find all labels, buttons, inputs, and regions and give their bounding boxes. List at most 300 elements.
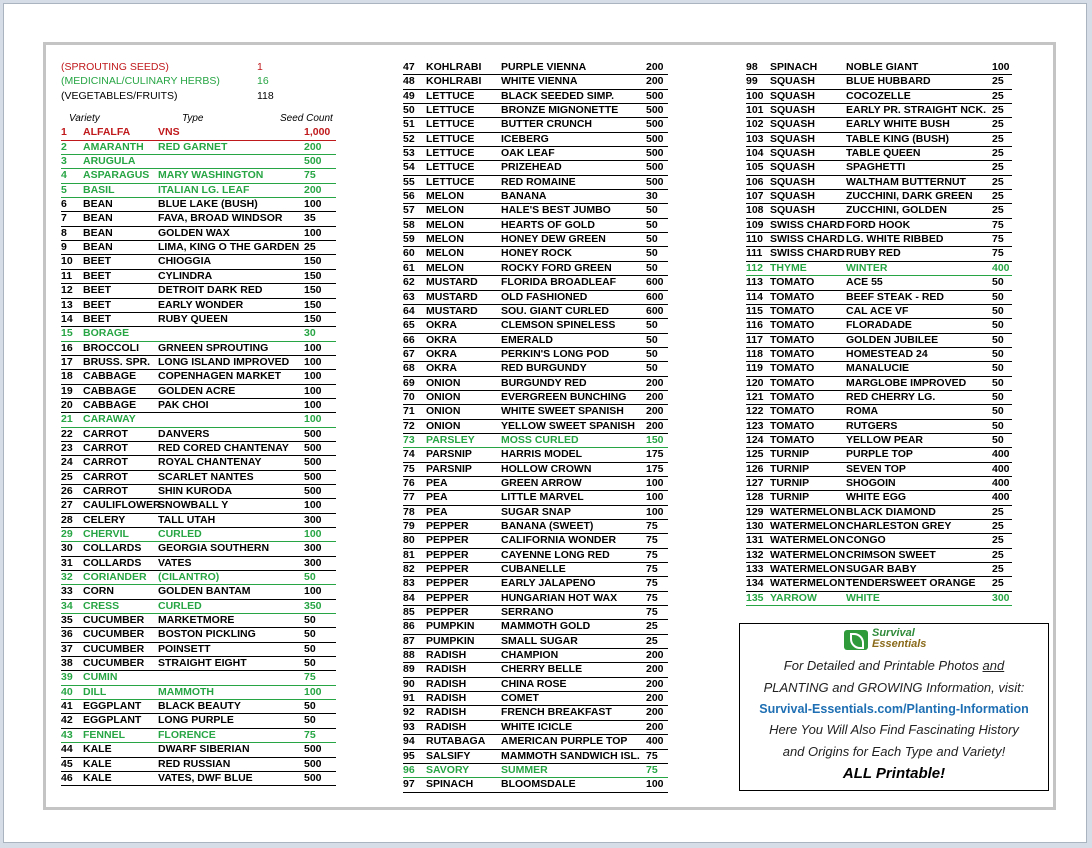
seed-variety: MUSTARD bbox=[426, 304, 478, 317]
seed-variety: RUTABAGA bbox=[426, 735, 486, 748]
seed-number: 108 bbox=[746, 204, 764, 217]
seed-count: 100 bbox=[304, 413, 322, 426]
seed-number: 28 bbox=[61, 513, 73, 526]
seed-number: 11 bbox=[61, 269, 73, 282]
seed-row bbox=[746, 420, 1012, 434]
seed-type: TALL UTAH bbox=[158, 513, 216, 526]
seed-count: 500 bbox=[646, 147, 664, 160]
seed-number: 106 bbox=[746, 175, 764, 188]
seed-number: 53 bbox=[403, 147, 415, 160]
seed-row bbox=[61, 399, 336, 413]
seed-number: 22 bbox=[61, 427, 73, 440]
seed-row bbox=[403, 219, 668, 233]
info-box bbox=[739, 623, 1049, 791]
seed-row bbox=[61, 714, 336, 728]
seed-row bbox=[403, 663, 668, 677]
seed-row bbox=[403, 577, 668, 591]
seed-variety: SQUASH bbox=[770, 147, 815, 160]
seed-number: 1 bbox=[61, 126, 67, 139]
seed-number: 7 bbox=[61, 212, 67, 225]
seed-type: RED CORED CHANTENAY bbox=[158, 441, 289, 454]
seed-type: EMERALD bbox=[501, 333, 553, 346]
seed-variety: BEAN bbox=[83, 226, 113, 239]
seed-variety: TURNIP bbox=[770, 491, 810, 504]
seed-variety: SWISS CHARD bbox=[770, 218, 845, 231]
seed-number: 32 bbox=[61, 571, 73, 584]
seed-type: CHARLESTON GREY bbox=[846, 520, 952, 532]
seed-type: POINSETT bbox=[158, 642, 211, 655]
seed-type: YELLOW SWEET SPANISH bbox=[501, 419, 635, 432]
seed-variety: PEPPER bbox=[426, 534, 469, 547]
seed-variety: TOMATO bbox=[770, 419, 815, 432]
seed-type: TABLE KING (BUSH) bbox=[846, 132, 950, 145]
seed-type: RED ROMAINE bbox=[501, 175, 576, 188]
seed-number: 25 bbox=[61, 470, 73, 483]
seed-count: 50 bbox=[646, 204, 658, 217]
seed-variety: CUCUMBER bbox=[83, 642, 145, 655]
seed-count: 200 bbox=[646, 390, 664, 403]
seed-number: 44 bbox=[61, 743, 73, 756]
seed-number: 70 bbox=[403, 390, 415, 403]
seed-row bbox=[403, 534, 668, 548]
seed-type: OAK LEAF bbox=[501, 147, 555, 160]
seed-variety: WATERMELON bbox=[770, 563, 846, 576]
seed-variety: PARSNIP bbox=[426, 462, 472, 475]
seed-row bbox=[403, 204, 668, 218]
seed-type: BEEF STEAK - RED bbox=[846, 290, 945, 303]
seed-count: 50 bbox=[646, 218, 658, 231]
seed-type: HUNGARIAN HOT WAX bbox=[501, 591, 618, 604]
seed-number: 125 bbox=[746, 448, 764, 461]
seed-number: 132 bbox=[746, 548, 764, 561]
seed-count: 500 bbox=[646, 104, 664, 117]
seed-count: 500 bbox=[304, 456, 322, 469]
seed-count: 400 bbox=[992, 261, 1010, 274]
seed-count: 200 bbox=[646, 405, 664, 418]
seed-count: 50 bbox=[992, 276, 1004, 289]
column-3 bbox=[746, 61, 1012, 606]
seed-variety: TOMATO bbox=[770, 376, 815, 389]
seed-row bbox=[746, 61, 1012, 75]
seed-variety: TOMATO bbox=[770, 304, 815, 317]
info-line-1-text: For Detailed and Printable Photos bbox=[783, 658, 983, 673]
seed-variety: MELON bbox=[426, 190, 464, 203]
seed-count: 25 bbox=[992, 89, 1004, 102]
seed-row bbox=[403, 405, 668, 419]
seed-variety: SQUASH bbox=[770, 118, 815, 131]
info-line-4: and Origins for Each Type and Variety! bbox=[782, 744, 1006, 759]
seed-number: 42 bbox=[61, 714, 73, 727]
seed-count: 100 bbox=[646, 505, 664, 518]
seed-count: 200 bbox=[646, 419, 664, 432]
seed-rows-2 bbox=[403, 61, 668, 793]
seed-type: PAK CHOI bbox=[158, 398, 209, 411]
seed-number: 39 bbox=[61, 671, 73, 684]
seed-number: 20 bbox=[61, 398, 73, 411]
seed-row bbox=[403, 305, 668, 319]
seed-variety: ASPARAGUS bbox=[83, 169, 150, 182]
seed-type: RUBY RED bbox=[846, 247, 901, 260]
seed-count: 75 bbox=[646, 749, 658, 762]
seed-row bbox=[403, 463, 668, 477]
document-page bbox=[3, 3, 1087, 843]
seed-type: MAMMOTH SANDWICH ISL. bbox=[501, 749, 640, 762]
seed-variety: PARSNIP bbox=[426, 448, 472, 461]
seed-variety: CABBAGE bbox=[83, 370, 137, 383]
seed-row bbox=[403, 735, 668, 749]
seed-variety: TURNIP bbox=[770, 448, 810, 461]
seed-count: 25 bbox=[992, 505, 1004, 518]
seed-type: COCOZELLE bbox=[846, 89, 911, 102]
seed-number: 23 bbox=[61, 441, 73, 454]
seed-variety: BASIL bbox=[83, 183, 115, 196]
seed-row bbox=[746, 204, 1012, 218]
seed-type: FAVA, BROAD WINDSOR bbox=[158, 212, 283, 225]
seed-row bbox=[61, 671, 336, 685]
seed-count: 200 bbox=[646, 692, 664, 705]
seed-type: MAMMOTH bbox=[158, 685, 214, 698]
seed-number: 74 bbox=[403, 448, 415, 461]
seed-number: 8 bbox=[61, 226, 67, 239]
seed-type: COMET bbox=[501, 692, 539, 705]
seed-count: 600 bbox=[646, 290, 664, 303]
seed-row bbox=[746, 233, 1012, 247]
seed-row bbox=[746, 276, 1012, 290]
seed-number: 24 bbox=[61, 456, 73, 469]
seed-count: 50 bbox=[992, 362, 1004, 375]
seed-number: 6 bbox=[61, 198, 67, 211]
seed-row bbox=[746, 448, 1012, 462]
seed-count: 400 bbox=[646, 735, 664, 748]
seed-count: 50 bbox=[304, 642, 316, 655]
seed-row bbox=[61, 528, 336, 542]
seed-variety: MELON bbox=[426, 233, 464, 246]
seed-row bbox=[746, 190, 1012, 204]
seed-row bbox=[61, 428, 336, 442]
seed-number: 75 bbox=[403, 462, 415, 475]
seed-variety: BEET bbox=[83, 255, 112, 268]
seed-row bbox=[746, 334, 1012, 348]
seed-variety: LETTUCE bbox=[426, 147, 475, 160]
seed-count: 50 bbox=[646, 333, 658, 346]
seed-count: 300 bbox=[304, 542, 322, 555]
seed-type: LITTLE MARVEL bbox=[501, 491, 584, 504]
seed-type: SHIN KURODA bbox=[158, 484, 233, 497]
seed-number: 113 bbox=[746, 276, 763, 289]
seed-number: 16 bbox=[61, 341, 73, 354]
seed-number: 81 bbox=[403, 548, 415, 561]
seed-row bbox=[403, 104, 668, 118]
seed-number: 45 bbox=[61, 757, 73, 770]
seed-row bbox=[61, 729, 336, 743]
seed-variety: TURNIP bbox=[770, 462, 810, 475]
seed-variety: SQUASH bbox=[770, 190, 815, 203]
seed-variety: SQUASH bbox=[770, 204, 815, 217]
seed-count: 150 bbox=[646, 433, 664, 446]
seed-count: 500 bbox=[304, 427, 322, 440]
seed-variety: BEET bbox=[83, 284, 112, 297]
seed-number: 60 bbox=[403, 247, 415, 260]
seed-number: 71 bbox=[403, 405, 415, 418]
seed-variety: WATERMELON bbox=[770, 534, 846, 547]
seed-count: 50 bbox=[992, 347, 1004, 360]
seed-number: 56 bbox=[403, 190, 415, 203]
seed-row bbox=[403, 678, 668, 692]
seed-variety: LETTUCE bbox=[426, 175, 475, 188]
seed-count: 75 bbox=[646, 563, 658, 576]
seed-rows-1 bbox=[61, 126, 336, 786]
seed-count: 500 bbox=[304, 484, 322, 497]
seed-number: 83 bbox=[403, 577, 415, 590]
seed-variety: COLLARDS bbox=[83, 542, 142, 555]
seed-row bbox=[746, 176, 1012, 190]
seed-type: CONGO bbox=[846, 534, 886, 547]
seed-number: 119 bbox=[746, 362, 763, 375]
seed-type: HALE'S BEST JUMBO bbox=[501, 204, 611, 217]
seed-variety: CABBAGE bbox=[83, 398, 137, 411]
seed-row bbox=[746, 377, 1012, 391]
seed-number: 27 bbox=[61, 499, 73, 512]
seed-variety: CORN bbox=[83, 585, 114, 598]
seed-row bbox=[61, 198, 336, 212]
seed-variety: ONION bbox=[426, 419, 461, 432]
summary-label: (SPROUTING SEEDS) bbox=[61, 61, 169, 73]
seed-variety: BORAGE bbox=[83, 327, 130, 340]
all-printable-text: ALL Printable! bbox=[842, 765, 946, 782]
info-line-2: PLANTING and GROWING Information, visit: bbox=[763, 680, 1025, 695]
seed-row bbox=[403, 147, 668, 161]
seed-number: 66 bbox=[403, 333, 415, 346]
seed-count: 25 bbox=[992, 563, 1004, 576]
seed-count: 50 bbox=[992, 390, 1004, 403]
seed-number: 128 bbox=[746, 491, 764, 504]
seed-variety: BEET bbox=[83, 269, 112, 282]
seed-count: 50 bbox=[992, 304, 1004, 317]
seed-row bbox=[403, 420, 668, 434]
seed-type: EARLY PR. STRAIGHT NCK. bbox=[846, 104, 987, 117]
seed-type: LONG PURPLE bbox=[158, 714, 234, 727]
seed-variety: WATERMELON bbox=[770, 577, 846, 590]
seed-count: 600 bbox=[646, 276, 664, 289]
seed-count: 25 bbox=[992, 104, 1004, 117]
seed-variety: PEPPER bbox=[426, 563, 469, 576]
column-2 bbox=[403, 61, 668, 793]
seed-count: 100 bbox=[304, 585, 322, 598]
seed-row bbox=[61, 700, 336, 714]
seed-variety: ONION bbox=[426, 390, 461, 403]
seed-variety: FENNEL bbox=[83, 728, 125, 741]
seed-number: 85 bbox=[403, 606, 415, 619]
seed-type: DETROIT DARK RED bbox=[158, 284, 263, 297]
seed-row bbox=[746, 291, 1012, 305]
seed-variety: CUMIN bbox=[83, 671, 118, 684]
seed-type: EARLY WONDER bbox=[158, 298, 244, 311]
seed-type: STRAIGHT EIGHT bbox=[158, 657, 247, 670]
seed-type: GOLDEN WAX bbox=[158, 226, 230, 239]
seed-variety: PEPPER bbox=[426, 520, 469, 532]
seed-number: 133 bbox=[746, 563, 764, 576]
seed-count: 500 bbox=[646, 161, 664, 174]
seed-type: CURLED bbox=[158, 599, 202, 612]
seed-row bbox=[403, 377, 668, 391]
seed-count: 100 bbox=[304, 685, 322, 698]
seed-row bbox=[403, 506, 668, 520]
seed-number: 3 bbox=[61, 155, 67, 168]
seed-count: 25 bbox=[992, 118, 1004, 131]
seed-row bbox=[61, 327, 336, 341]
seed-number: 35 bbox=[61, 614, 73, 627]
seed-variety: CARROT bbox=[83, 441, 128, 454]
seed-row bbox=[403, 635, 668, 649]
seed-count: 200 bbox=[646, 75, 664, 88]
planting-info-link[interactable]: Survival-Essentials.com/Planting-Information bbox=[759, 702, 1029, 716]
seed-number: 96 bbox=[403, 763, 415, 776]
seed-count: 500 bbox=[304, 771, 322, 784]
seed-row bbox=[746, 133, 1012, 147]
seed-count: 25 bbox=[992, 175, 1004, 188]
seed-row bbox=[61, 743, 336, 757]
seed-variety: RADISH bbox=[426, 649, 467, 662]
seed-count: 200 bbox=[646, 649, 664, 662]
seed-variety: SPINACH bbox=[770, 61, 818, 73]
seed-type: SERRANO bbox=[501, 606, 554, 619]
seed-number: 84 bbox=[403, 591, 415, 604]
seed-row bbox=[746, 262, 1012, 276]
seed-count: 75 bbox=[646, 591, 658, 604]
leaf-icon bbox=[844, 630, 868, 650]
seed-row bbox=[61, 342, 336, 356]
seed-number: 48 bbox=[403, 75, 415, 88]
seed-row bbox=[61, 643, 336, 657]
seed-type: MANALUCIE bbox=[846, 362, 909, 375]
seed-type: DWARF SIBERIAN bbox=[158, 743, 250, 756]
seed-count: 75 bbox=[992, 233, 1004, 246]
seed-number: 95 bbox=[403, 749, 415, 762]
seed-number: 72 bbox=[403, 419, 415, 432]
seed-number: 99 bbox=[746, 75, 758, 88]
seed-type: BLACK BEAUTY bbox=[158, 700, 241, 713]
seed-count: 200 bbox=[304, 183, 322, 196]
seed-row bbox=[403, 520, 668, 534]
seed-row bbox=[403, 778, 668, 792]
seed-count: 50 bbox=[646, 261, 658, 274]
seed-number: 26 bbox=[61, 484, 73, 497]
seed-count: 100 bbox=[646, 476, 664, 489]
seed-count: 30 bbox=[304, 327, 316, 340]
seed-row bbox=[61, 413, 336, 427]
seed-variety: SAVORY bbox=[426, 763, 470, 776]
seed-variety: CARAWAY bbox=[83, 413, 136, 426]
seed-row bbox=[746, 161, 1012, 175]
seed-variety: MELON bbox=[426, 261, 464, 274]
seed-count: 175 bbox=[646, 462, 664, 475]
seed-variety: KALE bbox=[83, 771, 112, 784]
seed-number: 62 bbox=[403, 276, 415, 289]
seed-type: EARLY WHITE BUSH bbox=[846, 118, 950, 131]
seed-count: 500 bbox=[646, 118, 664, 131]
seed-number: 68 bbox=[403, 362, 415, 375]
seed-row bbox=[61, 772, 336, 786]
summary-label: (VEGETABLES/FRUITS) bbox=[61, 89, 178, 102]
seed-number: 134 bbox=[746, 577, 764, 590]
seed-type: HOLLOW CROWN bbox=[501, 462, 592, 475]
seed-row bbox=[61, 169, 336, 183]
seed-number: 78 bbox=[403, 505, 415, 518]
seed-row bbox=[746, 506, 1012, 520]
seed-number: 58 bbox=[403, 218, 415, 231]
seed-variety: LETTUCE bbox=[426, 161, 475, 174]
seed-variety: LETTUCE bbox=[426, 104, 475, 117]
seed-number: 98 bbox=[746, 61, 758, 73]
seed-row bbox=[61, 686, 336, 700]
logo-text-1: Survival bbox=[872, 627, 915, 639]
seed-count: 500 bbox=[646, 175, 664, 188]
seed-type: COPENHAGEN MARKET bbox=[158, 370, 282, 383]
summary-vegetables bbox=[61, 90, 336, 104]
seed-count: 200 bbox=[646, 720, 664, 733]
seed-count: 300 bbox=[992, 591, 1010, 604]
seed-count: 50 bbox=[646, 247, 658, 260]
seed-count: 200 bbox=[304, 140, 322, 153]
seed-type: NOBLE GIANT bbox=[846, 61, 919, 73]
seed-count: 50 bbox=[992, 290, 1004, 303]
seed-count: 150 bbox=[304, 255, 322, 268]
seed-variety: BEET bbox=[83, 298, 112, 311]
seed-variety: PEPPER bbox=[426, 577, 469, 590]
seed-number: 120 bbox=[746, 376, 764, 389]
seed-count: 75 bbox=[646, 606, 658, 619]
seed-type: CLEMSON SPINELESS bbox=[501, 319, 616, 332]
seed-variety: OKRA bbox=[426, 362, 457, 375]
seed-number: 89 bbox=[403, 663, 415, 676]
seed-row bbox=[61, 514, 336, 528]
seed-row bbox=[61, 471, 336, 485]
seed-number: 63 bbox=[403, 290, 415, 303]
seed-count: 100 bbox=[304, 370, 322, 383]
seed-type: HONEY ROCK bbox=[501, 247, 572, 260]
survival-essentials-logo bbox=[844, 628, 954, 652]
seed-variety: COLLARDS bbox=[83, 556, 142, 569]
header-type: Type bbox=[182, 113, 204, 125]
seed-number: 47 bbox=[403, 61, 415, 73]
seed-type: CUBANELLE bbox=[501, 563, 566, 576]
seed-count: 50 bbox=[304, 714, 316, 727]
seed-type: EVERGREEN BUNCHING bbox=[501, 390, 627, 403]
seed-type: LG. WHITE RIBBED bbox=[846, 233, 944, 246]
seed-variety: BEET bbox=[83, 312, 112, 325]
seed-count: 50 bbox=[992, 405, 1004, 418]
seed-count: 400 bbox=[992, 462, 1010, 475]
seed-number: 59 bbox=[403, 233, 415, 246]
seed-type: VNS bbox=[158, 126, 180, 139]
seed-row bbox=[746, 147, 1012, 161]
seed-row bbox=[403, 477, 668, 491]
seed-type: ICEBERG bbox=[501, 132, 549, 145]
seed-variety: PUMPKIN bbox=[426, 620, 475, 633]
seed-count: 100 bbox=[304, 341, 322, 354]
seed-variety: TOMATO bbox=[770, 290, 815, 303]
seed-row bbox=[61, 155, 336, 169]
seed-row bbox=[61, 657, 336, 671]
column-1 bbox=[61, 61, 336, 786]
seed-row bbox=[746, 362, 1012, 376]
seed-type: BLUE HUBBARD bbox=[846, 75, 931, 88]
seed-variety: BEAN bbox=[83, 241, 113, 254]
seed-variety: AMARANTH bbox=[83, 140, 144, 153]
seed-type: WALTHAM BUTTERNUT bbox=[846, 175, 966, 188]
seed-number: 50 bbox=[403, 104, 415, 117]
seed-rows-3 bbox=[746, 61, 1012, 606]
